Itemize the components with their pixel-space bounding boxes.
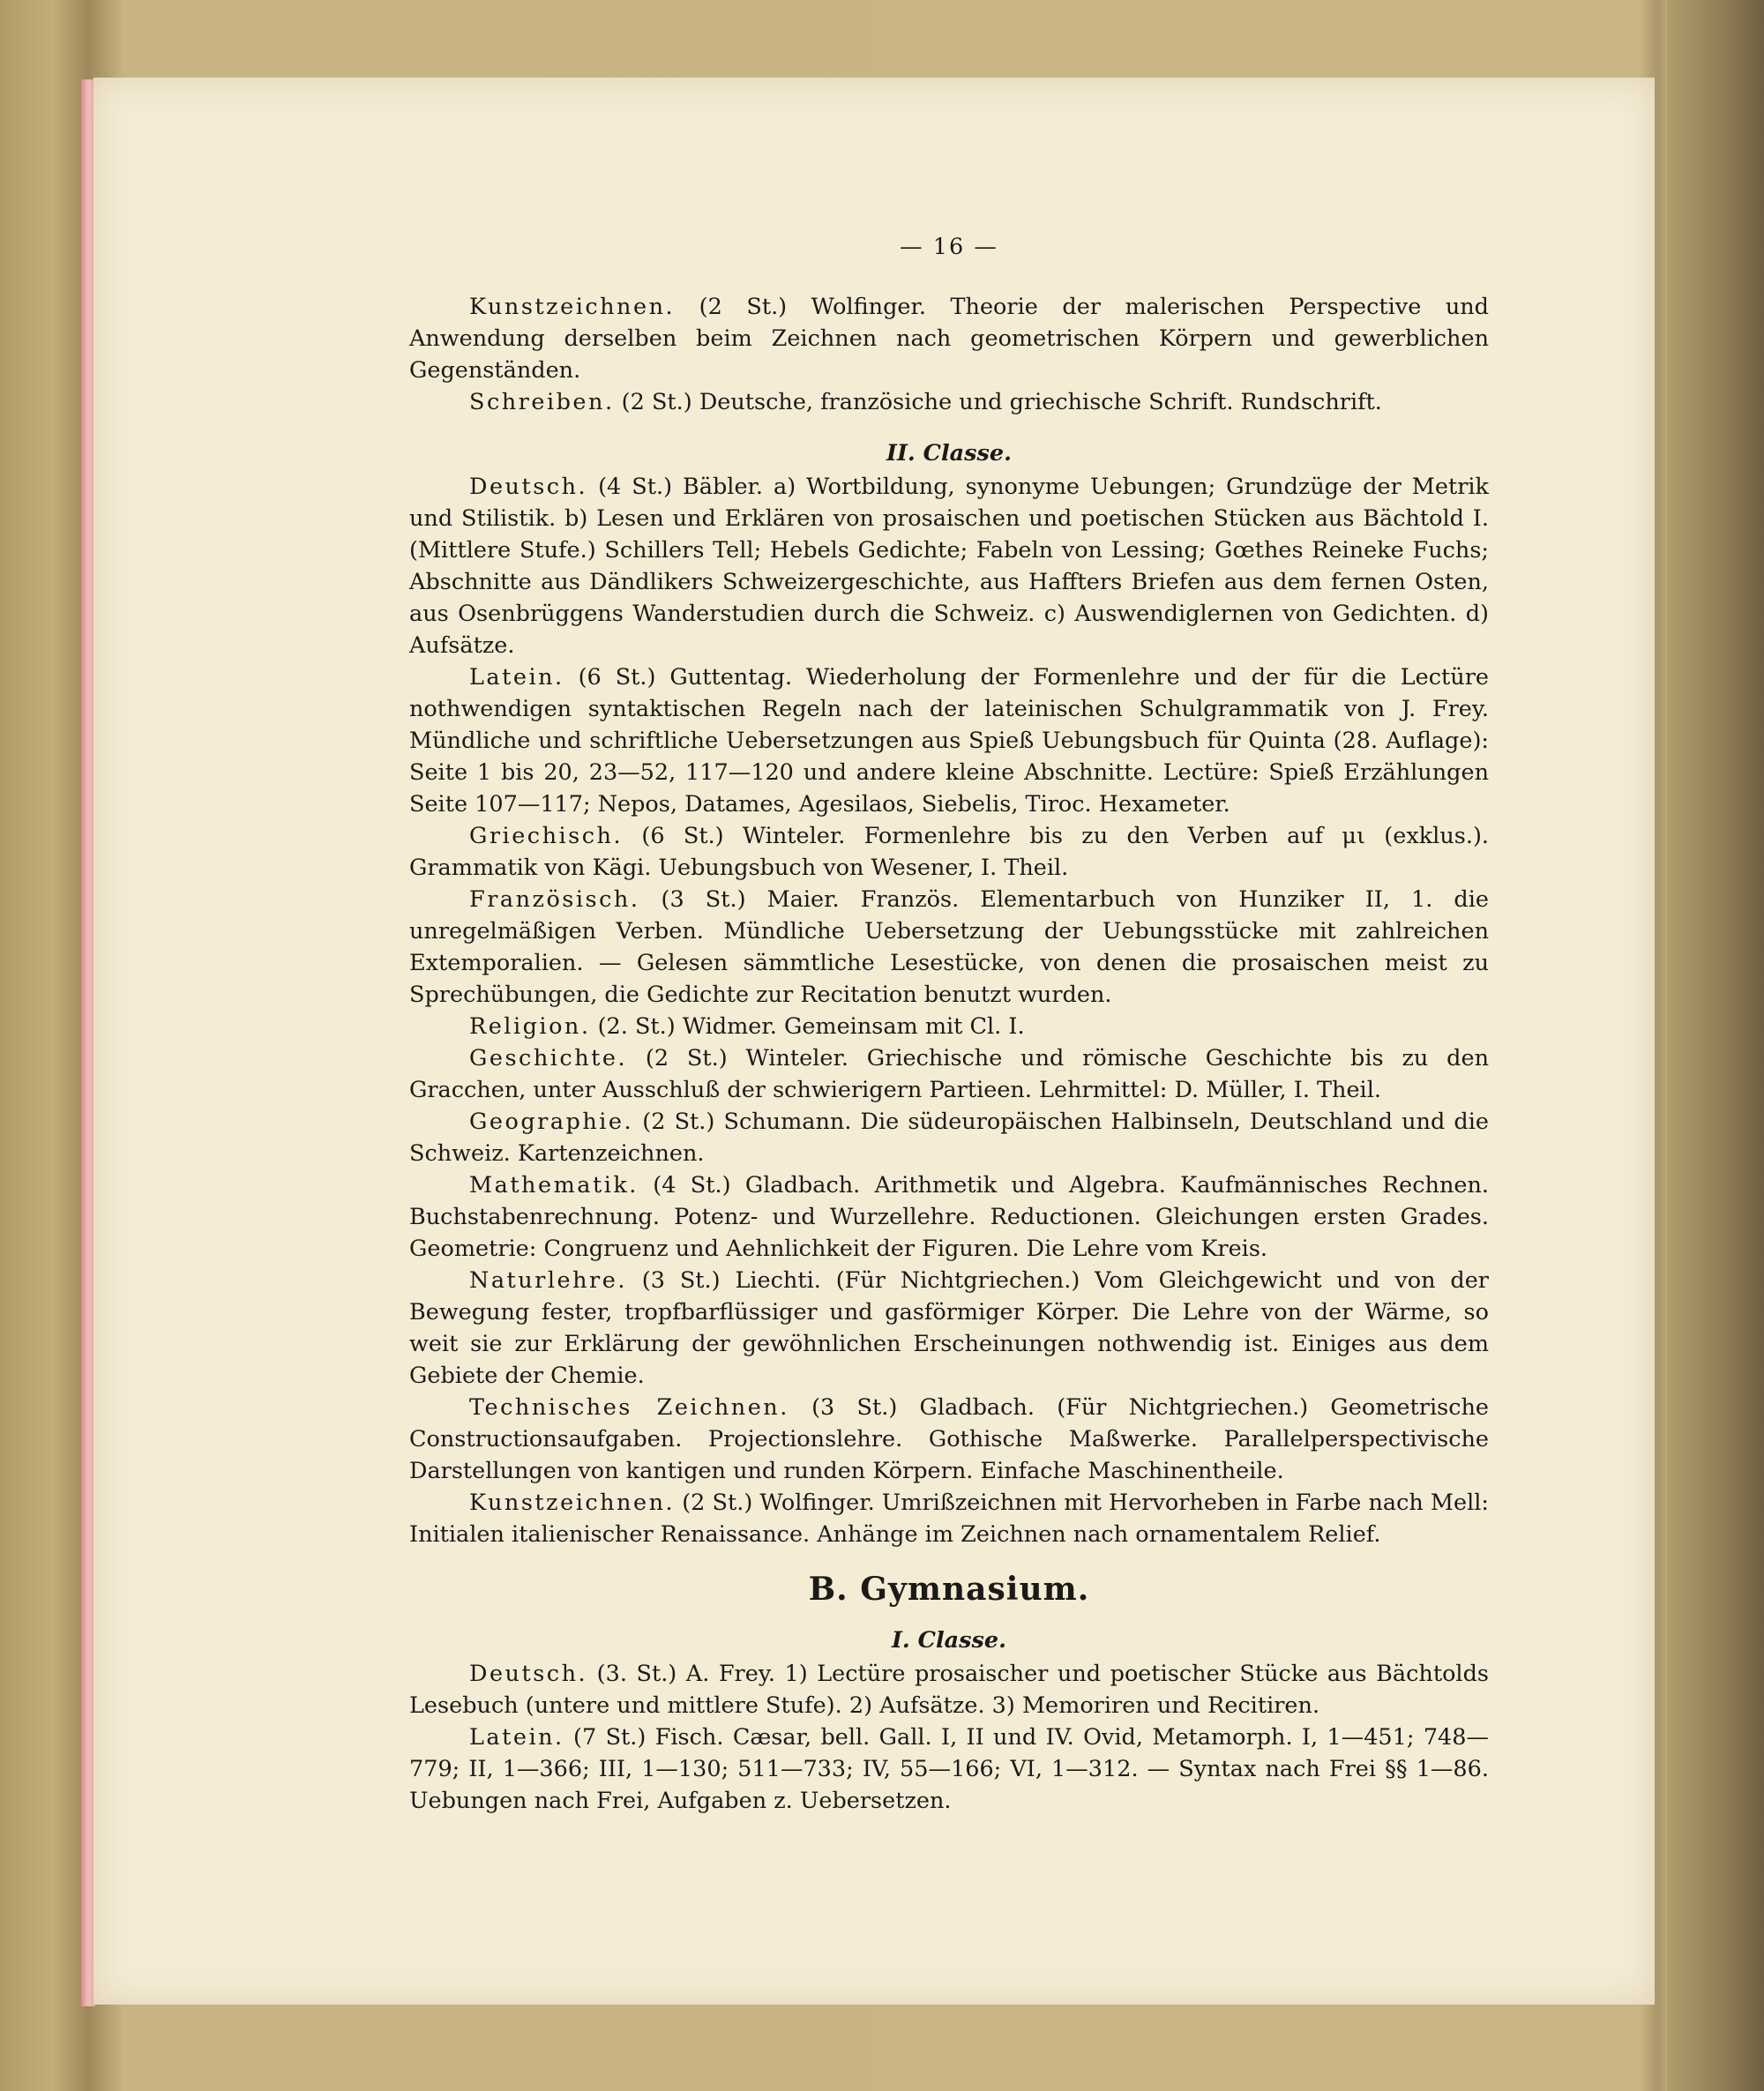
subject-heading: Technisches Zeichnen. [469,1394,789,1421]
class-title: I. Classe. [891,1627,1006,1654]
paragraph [409,1392,1489,1487]
paragraph [409,1721,1489,1817]
subject-heading: Deutsch. [469,1661,588,1687]
paragraph [409,1658,1489,1721]
subject-heading: Schreiben. [469,389,615,415]
paragraph-text: (2 St.) Wolfinger. Theorie der malerischen Perspective und Anwendung derselben beim Zeichnen nach geometrischen Körpern und gewerblichen Gegenständen. [409,294,1489,384]
paragraph-text: (2 St.) Winteler. Griechische und römische Geschichte bis zu den Gracchen, unter Ausschluß der schwierigern Partieen. Lehrmittel: D. Müller, I. Theil. [409,1045,1489,1103]
subject-heading: Kunstzeichnen. [469,1490,676,1516]
paragraph-text: (2 St.) Schumann. Die südeuropäischen Halbinseln, Deutschland und die Schweiz. Kartenzeichnen. [409,1109,1489,1167]
paragraph [409,661,1489,820]
paragraph-text: (6 St.) Guttentag. Wiederholung der Formenlehre und der für die Lectüre nothwendigen syntaktischen Regeln nach der lateinischen Schulgrammatik von J. Frey. Mündliche und schriftliche Uebersetzungen aus Spieß Uebungsbuch für Quinta (28. Auflage): Seite 1 bis 20, 23—52, 117—120 und andere kleine Abschnitte. Lectüre: Spieß Erzählungen Seite 107—117; Nepos, Datames, Agesilaos, Siebelis, Tiroc. Hexameter. [409,664,1489,818]
paragraph [409,386,1489,418]
content-blocks [409,291,1489,1817]
paragraph-text: (3 St.) Maier. Französ. Elementarbuch von Hunziker II, 1. die unregelmäßigen Verben. Mündliche Uebersetzung der Uebungsstücke mit zahlreichen Extemporalien. — Gelesen sämmtliche Lesestücke, von denen die prosaischen meist zu Sprechübungen, die Gedichte zur Recitation benutzt wurden. [409,886,1489,1008]
page-text [409,231,1489,1817]
subject-heading: Deutsch. [469,474,588,500]
paragraph-text: (4 St.) Bäbler. a) Wortbildung, synonyme Uebungen; Grundzüge der Metrik und Stilistik. b) Lesen und Erklären von prosaischen und poetischen Stücken aus Bächtold I. (Mittlere Stufe.) Schillers Tell; Hebels Gedichte; Fabeln von Lessing; Gœthes Reineke Fuchs; Abschnitte aus Dändlikers Schweizergeschichte, aus Haffters Briefen aus dem fernen Osten, aus Osenbrüggens Wanderstudien durch die Schweiz. c) Auswendiglernen von Gedichten. d) Aufsätze. [409,474,1489,659]
paragraph [409,820,1489,884]
subject-heading: Naturlehre. [469,1267,627,1294]
paragraph [409,471,1489,661]
subject-heading: Französisch. [469,886,640,913]
paragraph-text: (2 St.) Deutsche, französiche und griechische Schrift. Rundschrift. [614,389,1382,415]
section-title: B. Gymnasium. [808,1571,1090,1608]
paragraph [409,1487,1489,1550]
paragraph-text: (7 St.) Fisch. Cæsar, bell. Gall. I, II und IV. Ovid, Metamorph. I, 1—451; 748—779; II, 1—366; III, 1—130; 511—733; IV, 55—166; VI, 1—312. — Syntax nach Frei §§ 1—86. Uebungen nach Frei, Aufgaben z. Uebersetzen. [409,1724,1489,1814]
page-number: — 16 — [900,234,998,260]
paragraph-text: (3 St.) Gladbach. (Für Nichtgriechen.) Geometrische Constructionsaufgaben. Projectionslehre. Gothische Maßwerke. Parallelperspectivische Darstellungen von kantigen und runden Körpern. Einfache Maschinentheile. [409,1394,1489,1484]
paragraph [409,1042,1489,1106]
paragraph [409,291,1489,386]
paragraph [409,1106,1489,1169]
paragraph [409,884,1489,1011]
paragraph-text: (4 St.) Gladbach. Arithmetik und Algebra. Kaufmännisches Rechnen. Buchstabenrechnung. Potenz- und Wurzellehre. Reductionen. Gleichungen ersten Grades. Geometrie: Congruenz und Aehnlichkeit der Figuren. Die Lehre vom Kreis. [409,1172,1489,1262]
subject-heading: Mathematik. [469,1172,639,1199]
paragraph-text: (3 St.) Liechti. (Für Nichtgriechen.) Vom Gleichgewicht und von der Bewegung fester, tropfbarflüssiger und gasförmiger Körper. Die Lehre von der Wärme, so weit sie zur Erklärung der gewöhnlichen Erscheinungen nothwendig ist. Einiges aus dem Gebiete der Chemie. [409,1267,1489,1389]
subject-heading: Kunstzeichnen. [469,294,676,320]
subject-heading: Latein. [469,664,564,691]
subject-heading: Geographie. [469,1109,634,1135]
paragraph-text: (2. St.) Widmer. Gemeinsam mit Cl. I. [590,1013,1025,1040]
paragraph [409,1011,1489,1042]
paragraph [409,1265,1489,1392]
paragraph-text: (6 St.) Winteler. Formenlehre bis zu den Verben auf μι (exklus.). Grammatik von Kägi. Uebungsbuch von Wesener, I. Theil. [409,823,1489,881]
subject-heading: Religion. [469,1013,591,1040]
subject-heading: Geschichte. [469,1045,628,1072]
paragraph-text: (2 St.) Wolfinger. Umrißzeichnen mit Hervorheben in Farbe nach Mell: Initialen italienischer Renaissance. Anhänge im Zeichnen nach ornamentalem Relief. [409,1490,1489,1548]
paragraph-text: (3. St.) A. Frey. 1) Lectüre prosaischer und poetischer Stücke aus Bächtolds Lesebuch (untere und mittlere Stufe). 2) Aufsätze. 3) Memoriren und Recitiren. [409,1661,1489,1719]
subject-heading: Latein. [469,1724,564,1751]
class-title: II. Classe. [886,440,1012,467]
paragraph [409,1169,1489,1265]
book-edge-right [1667,0,1764,2091]
subject-heading: Griechisch. [469,823,624,849]
